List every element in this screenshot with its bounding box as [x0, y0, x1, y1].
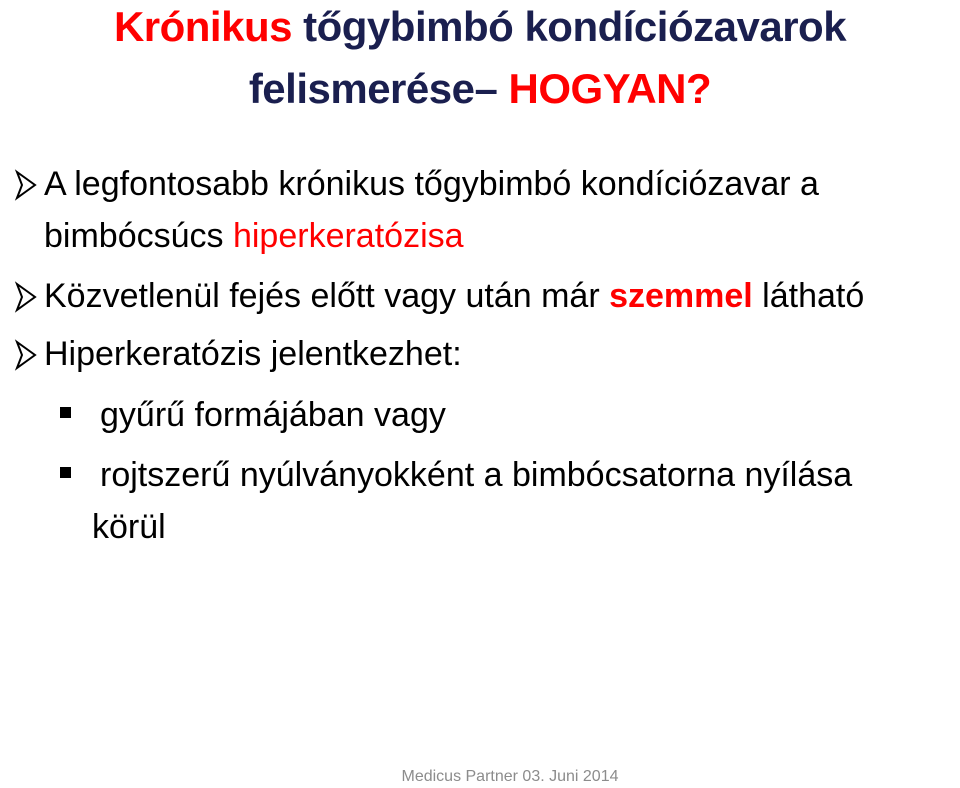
- title-text-1: tőgybimbó kondíciózavarok: [291, 3, 847, 50]
- subbullet-1-text: gyűrű formájában vagy: [100, 396, 446, 434]
- arrowhead-bullet-icon: [14, 158, 38, 210]
- bullet-2-text-1: Közvetlenül fejés előtt vagy után már: [44, 277, 610, 315]
- square-bullet-icon: [60, 467, 71, 478]
- subbullet-2-text-1: rojtszerű nyúlványokként a bimbócsatorna nyílása: [100, 456, 853, 494]
- title-red-word: Krónikus: [113, 3, 292, 50]
- bullet-item-2: [14, 270, 960, 322]
- bullet-1-highlight: hiperkeratózisa: [232, 217, 464, 255]
- subbullet-item-1: [60, 390, 960, 440]
- arrowhead-bullet-icon: [14, 270, 38, 322]
- title-line-2: [40, 64, 920, 114]
- arrowhead-bullet-icon: [14, 328, 38, 380]
- bullet-item-1: [14, 158, 960, 262]
- bullet-3-text: Hiperkeratózis jelentkezhet:: [44, 335, 462, 373]
- bullet-item-3: [14, 328, 960, 380]
- title-red-question: HOGYAN?: [508, 65, 712, 112]
- subbullet-item-2-continuation: [92, 502, 960, 552]
- square-bullet-icon: [60, 407, 71, 418]
- subbullet-2-text-2: körül: [92, 508, 166, 546]
- bullet-2-text-2: látható: [752, 277, 865, 315]
- bullet-1-text-1: A legfontosabb krónikus tőgybimbó kondíciózavar a: [44, 165, 819, 203]
- title-text-2: felismerése–: [248, 65, 509, 112]
- bullet-1-text-2: bimbócsúcs: [44, 217, 233, 255]
- bullet-2-highlight: szemmel: [609, 277, 753, 315]
- footer-text: Medicus Partner 03. Juni 2014: [401, 768, 619, 785]
- slide-title: [40, 2, 920, 114]
- subbullet-item-2: [60, 450, 960, 500]
- title-line-1: [40, 2, 920, 52]
